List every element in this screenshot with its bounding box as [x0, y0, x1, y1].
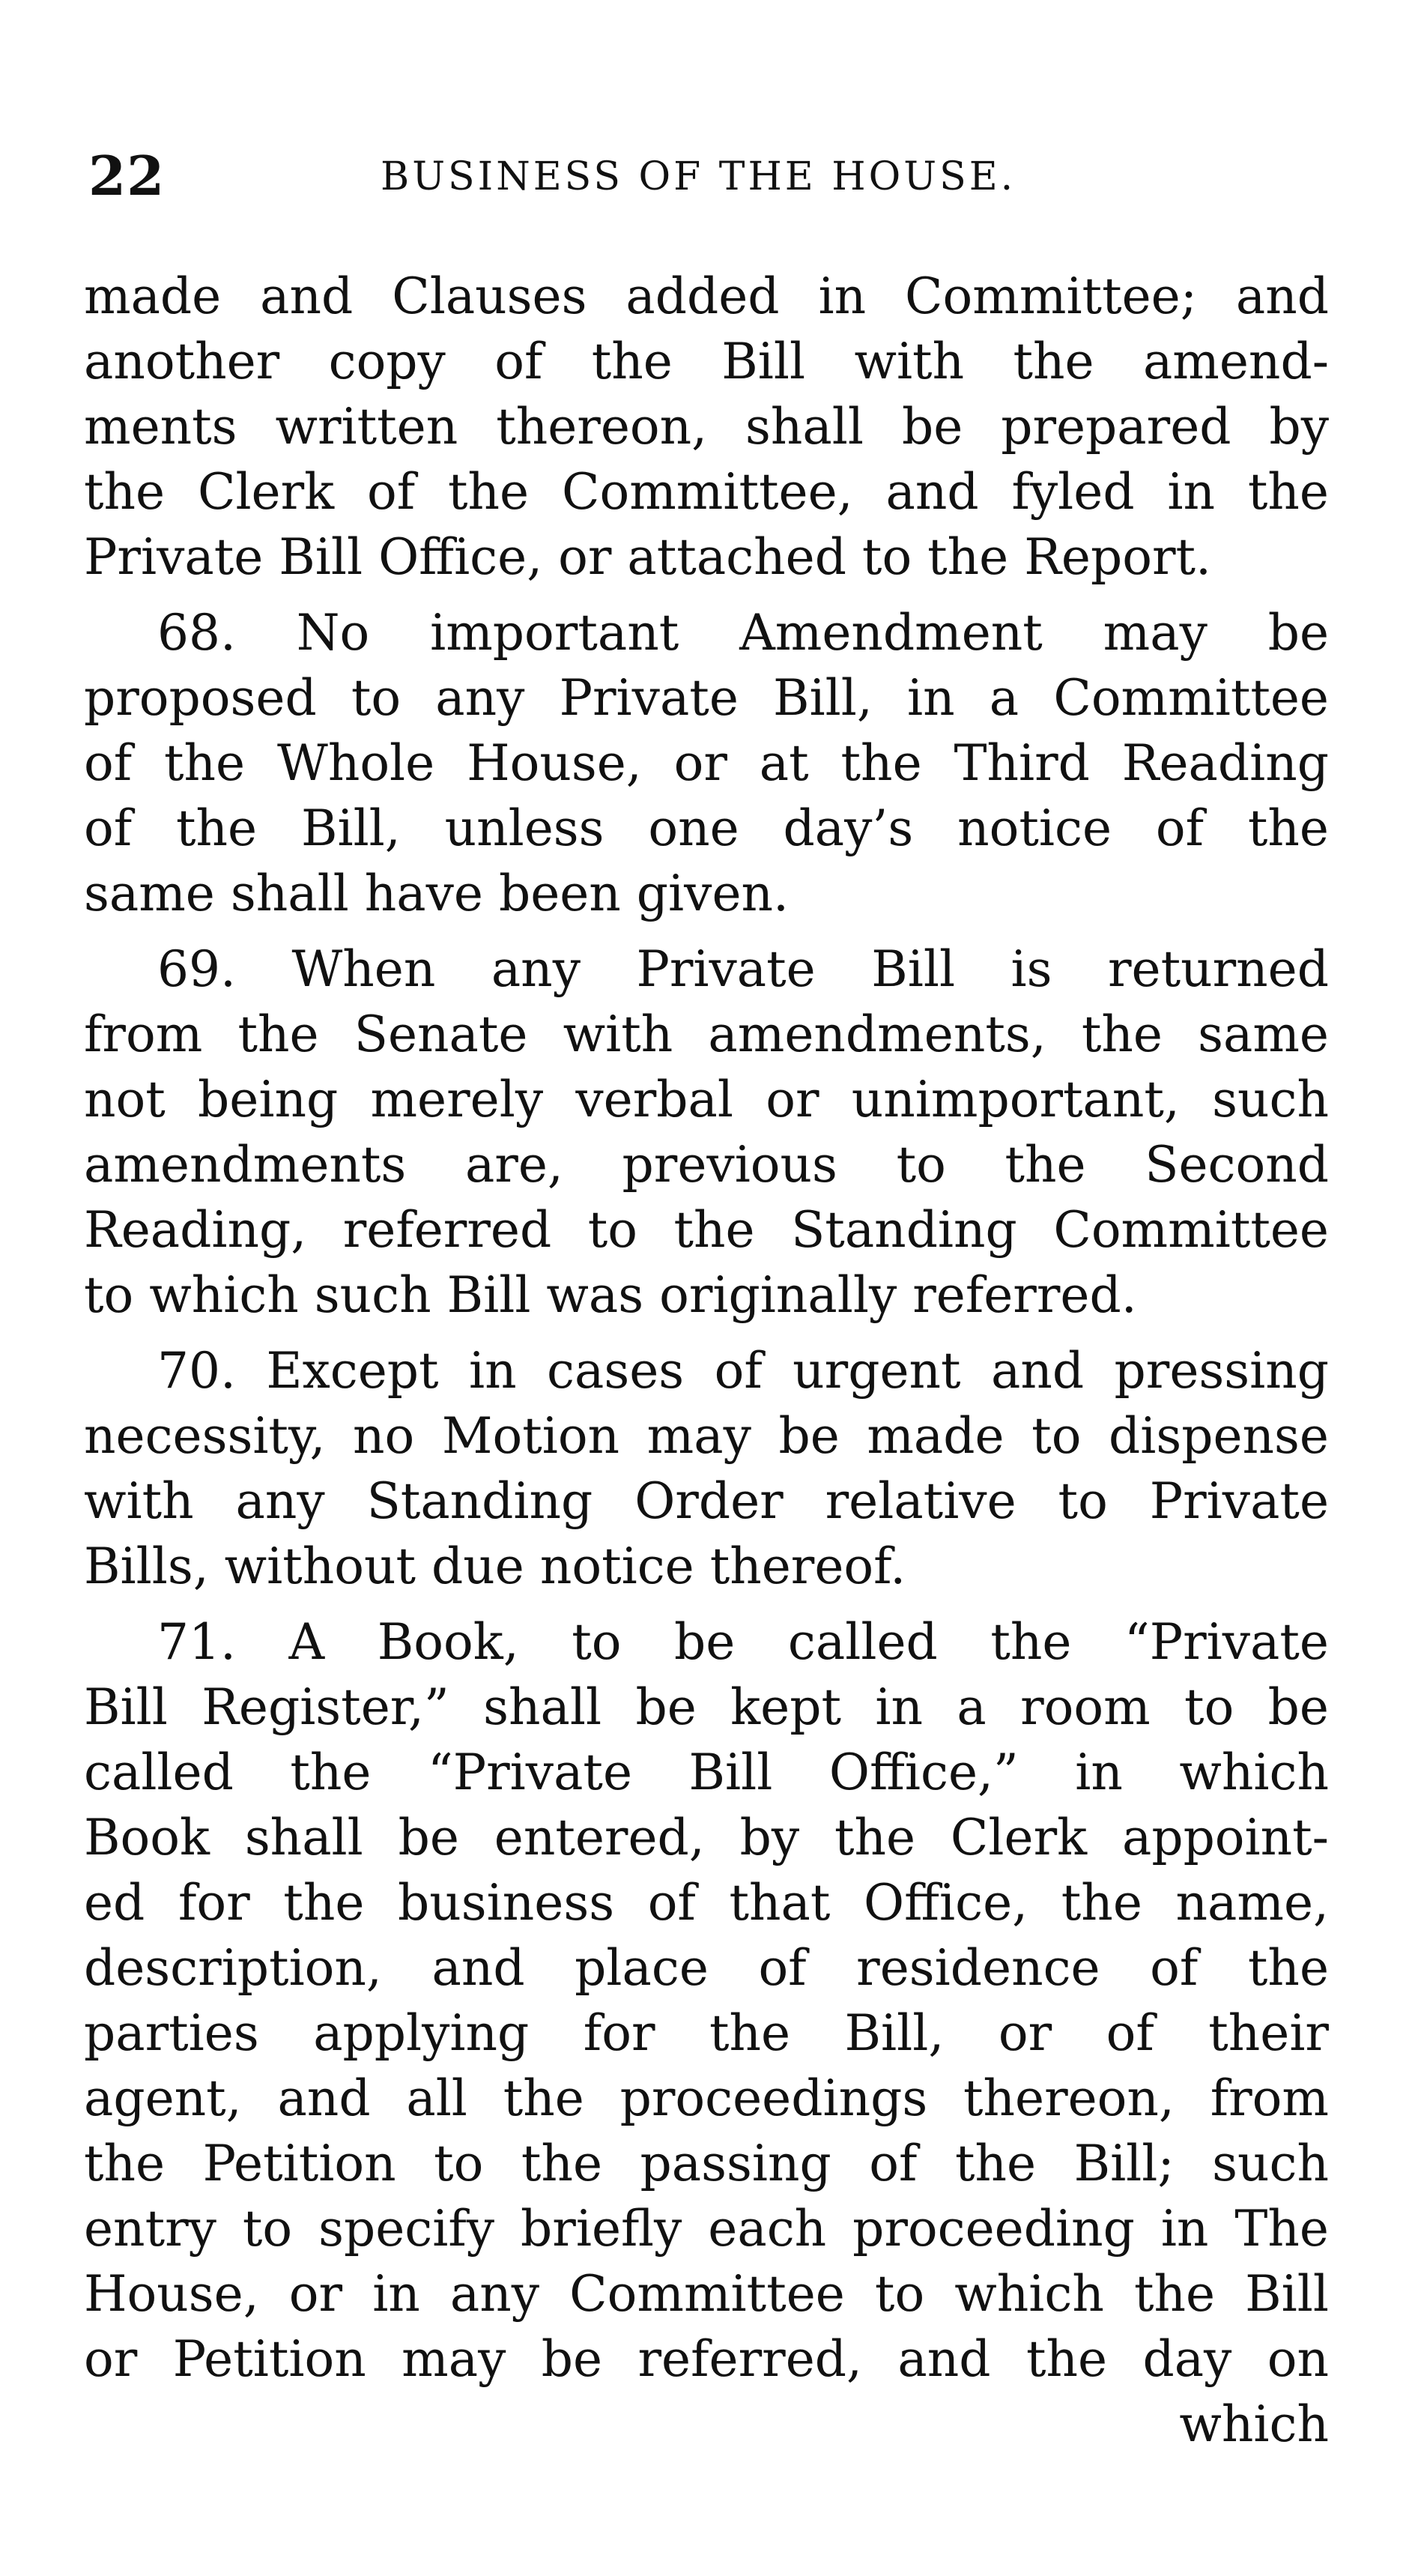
paragraph — [84, 1338, 1329, 1599]
text-line: 71. A Book, to be called the “Private — [157, 1613, 1329, 1671]
page-header — [88, 142, 1332, 210]
text-line: another copy of the Bill with the amend- — [84, 333, 1329, 390]
text-line: Bills, without due notice thereof. — [84, 1538, 906, 1595]
text-line: of the Bill, unless one day’s notice of the — [84, 799, 1329, 857]
text-line: ed for the business of that Office, the name, — [84, 1874, 1329, 1932]
paragraph-gap — [84, 590, 1329, 600]
text-line: 68. No important Amendment may be — [157, 604, 1329, 662]
text-line: amendments are, previous to the Second — [84, 1136, 1329, 1194]
text-line: the Petition to the passing of the Bill; such — [84, 2135, 1329, 2192]
page-body — [84, 264, 1329, 2457]
text-line: entry to specify briefly each proceeding in The — [84, 2200, 1329, 2258]
text-line: called the “Private Bill Office,” in which — [84, 1744, 1329, 1801]
text-line: 69. When any Private Bill is returned — [157, 940, 1329, 998]
text-line: made and Clauses added in Committee; and — [84, 267, 1329, 325]
text-line: or Petition may be referred, and the day on — [84, 2330, 1329, 2388]
text-line: to which such Bill was originally referred. — [84, 1266, 1137, 1324]
text-line: with any Standing Order relative to Private — [84, 1472, 1329, 1530]
text-line: of the Whole House, or at the Third Reading — [84, 734, 1329, 792]
text-line: necessity, no Motion may be made to dispense — [84, 1407, 1329, 1465]
catchword: which — [1179, 2395, 1329, 2453]
paragraph-gap — [84, 1599, 1329, 1609]
paragraph — [84, 937, 1329, 1328]
text-line: House, or in any Committee to which the Bill — [84, 2265, 1329, 2323]
text-line: agent, and all the proceedings thereon, from — [84, 2069, 1329, 2127]
running-head: BUSINESS OF THE HOUSE. — [381, 154, 1016, 199]
text-line: not being merely verbal or unimportant, such — [84, 1071, 1329, 1128]
text-line: Bill Register,” shall be kept in a room to be — [84, 1678, 1329, 1736]
paragraph — [84, 600, 1329, 926]
text-line: from the Senate with amendments, the same — [84, 1006, 1329, 1063]
text-line: Private Bill Office, or attached to the Report. — [84, 528, 1212, 586]
paragraph — [84, 1609, 1329, 2457]
text-line: 70. Except in cases of urgent and pressing — [157, 1342, 1329, 1400]
text-line: ments written thereon, shall be prepared by — [84, 398, 1329, 456]
text-line: Reading, referred to the Standing Committee — [84, 1201, 1329, 1259]
text-line: proposed to any Private Bill, in a Committee — [84, 669, 1329, 727]
paragraph-gap — [84, 926, 1329, 937]
text-line: parties applying for the Bill, or of their — [84, 2004, 1329, 2062]
paragraph — [84, 264, 1329, 590]
text-line: the Clerk of the Committee, and fyled in the — [84, 463, 1329, 521]
page-number: 22 — [88, 144, 166, 208]
text-line: same shall have been given. — [84, 865, 789, 922]
text-line: Book shall be entered, by the Clerk appoint- — [84, 1809, 1329, 1866]
text-line: description, and place of residence of the — [84, 1939, 1329, 1997]
paragraph-gap — [84, 1328, 1329, 1338]
